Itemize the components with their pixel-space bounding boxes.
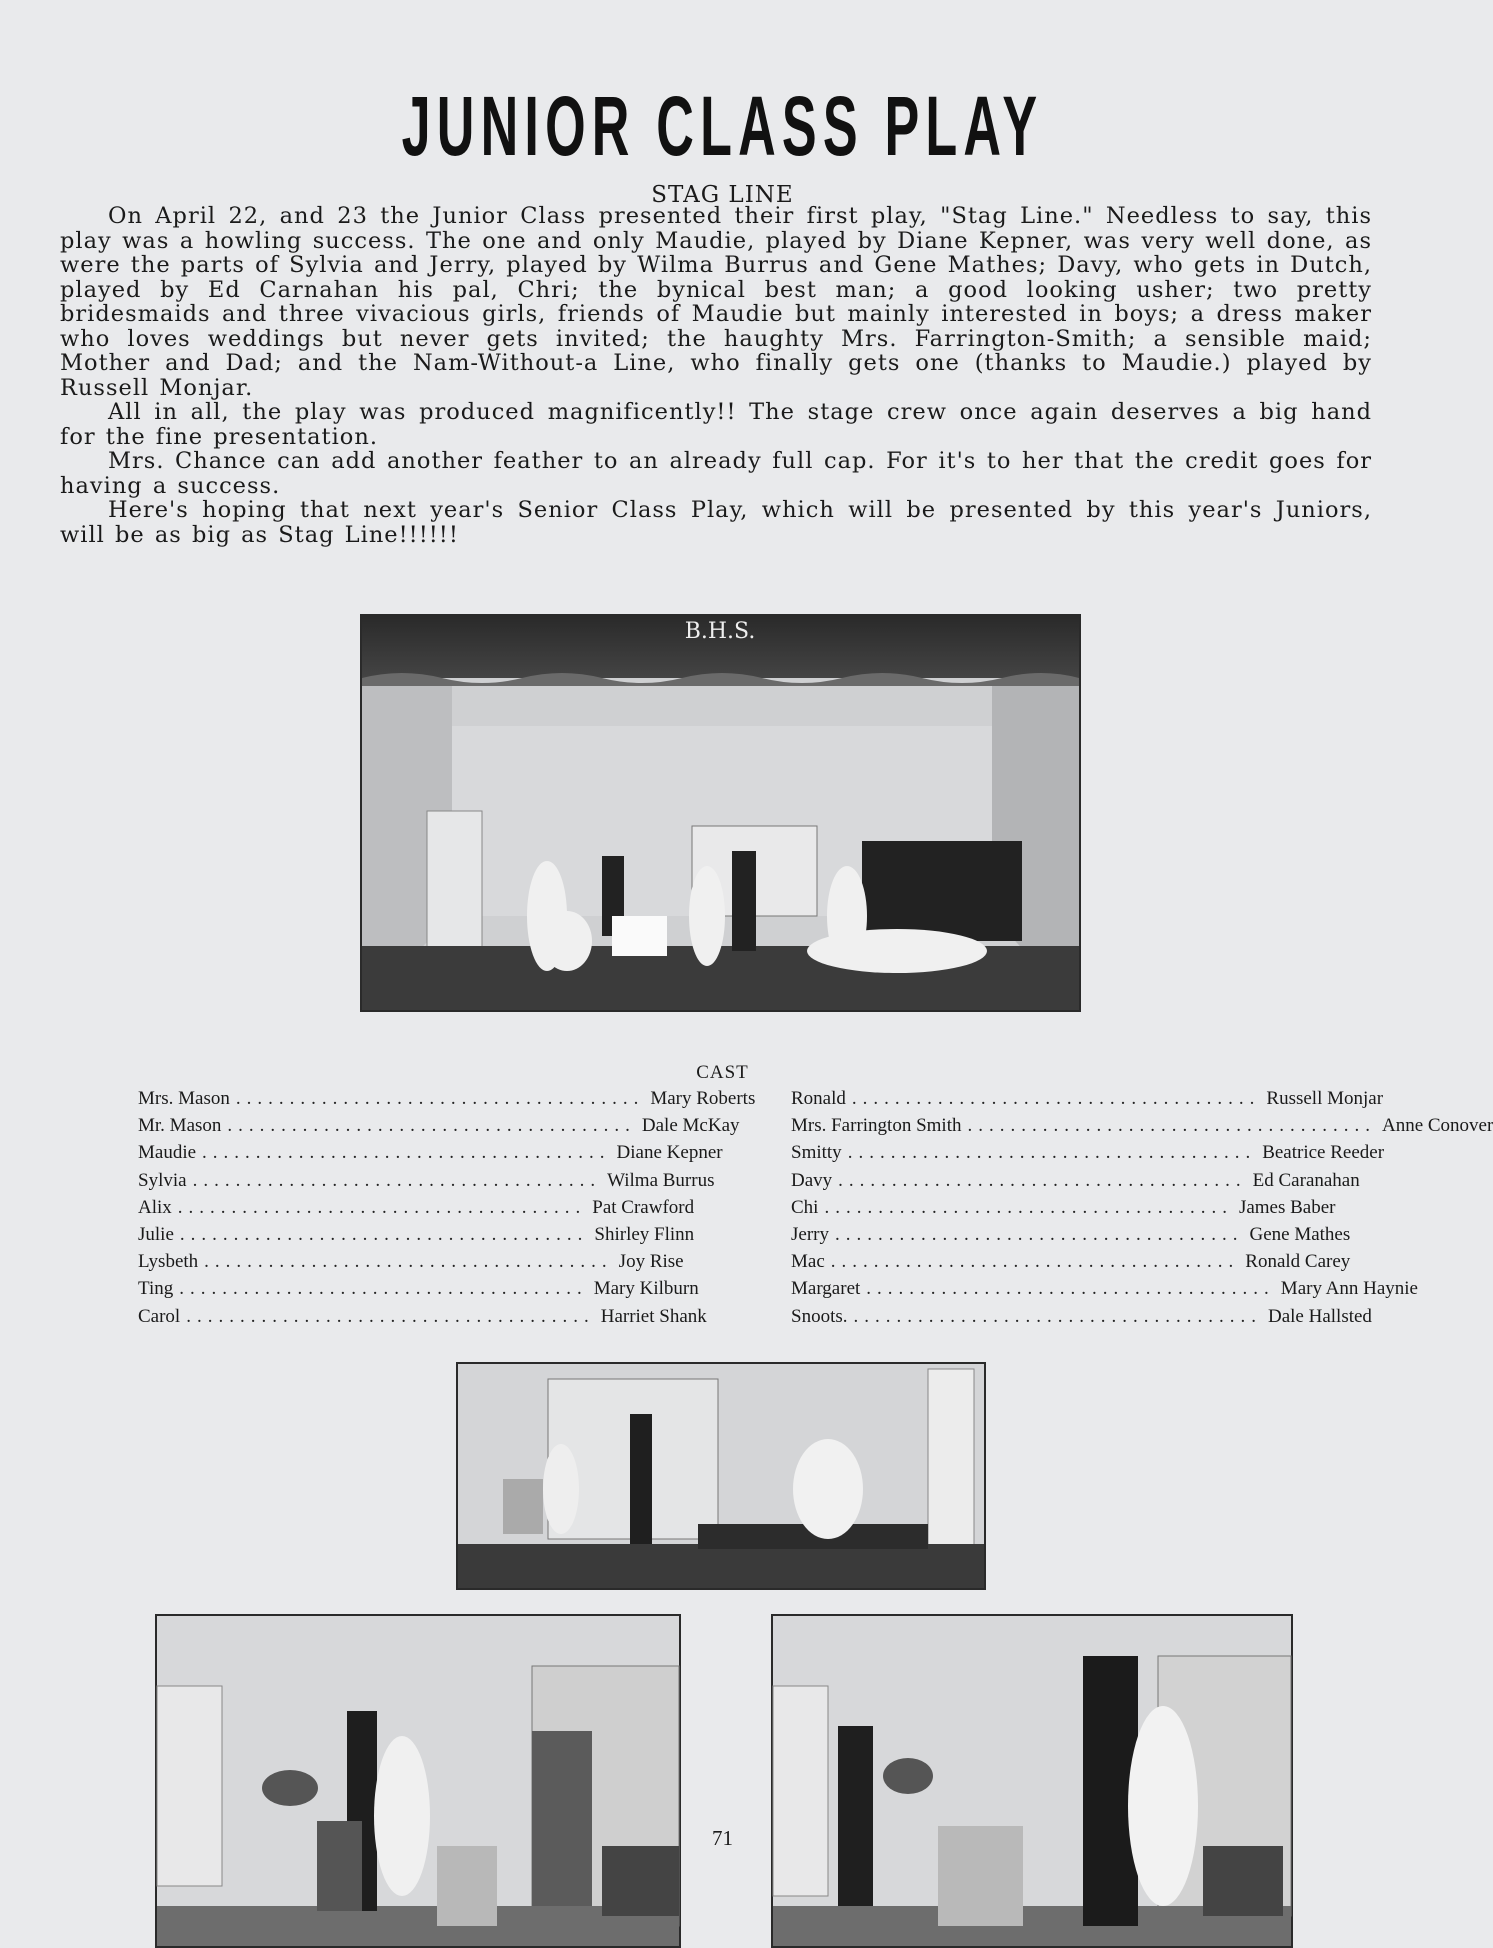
cast-row: Ronald ...................................... Russell Monjar xyxy=(791,1088,1384,1109)
cast-row: Sylvia ...................................... Wilma Burrus xyxy=(138,1169,715,1191)
paragraph: Mrs. Chance can add another feather to an already full cap. For it's to her that the credit goes for having a success. xyxy=(60,448,1372,499)
cast-heading: CAST xyxy=(696,1062,749,1083)
stage-photo-scene-three xyxy=(155,1614,681,1948)
paragraph: All in all, the play was produced magnificently!! The stage crew once again deserves a big hand for the fine presentation. xyxy=(60,399,1372,450)
cast-row: Chi ...................................... James Baber xyxy=(791,1196,1336,1218)
play-subtitle: STAG LINE xyxy=(651,182,794,208)
cast-row: Davy ...................................... Ed Caranahan xyxy=(791,1169,1360,1191)
cast-row: Julie ...................................... Shirley Flinn xyxy=(138,1223,695,1245)
cast-row: Ting ...................................... Mary Kilburn xyxy=(138,1278,699,1300)
cast-row: Maudie ...................................... Diane Kepner xyxy=(138,1142,723,1164)
cast-row: Alix ...................................... Pat Crawford xyxy=(138,1196,695,1218)
stage-photo-full-cast xyxy=(360,614,1081,1012)
cast-list-left xyxy=(138,1088,756,1333)
page-number: 71 xyxy=(712,1826,733,1850)
paragraph: On April 22, and 23 the Junior Class presented their first play, "Stag Line." Needless to say, this play was a howling success. The one and only Maudie, played by Diane Kepner, was very well done, as were the parts of Sylvia and Jerry, played by Wilma Burrus and Gene Mathes; Davy, who gets in Dutch, played by Ed Carnahan his pal, Chri; the bynical best man; a good looking usher; two pretty bridesmaids and three vivacious girls, friends of Maudie but mainly interested in boys; a dress maker who loves weddings but never gets invited; the haughty Mrs. Farrington-Smith; a sensible maid; Mother and Dad; and the Nam-Without-a Line, who finally gets one (thanks to Maudie.) played by Russell Monjar. xyxy=(60,203,1372,401)
cast-row: Jerry ...................................... Gene Mathes xyxy=(791,1223,1351,1245)
cast-row: Mrs. Mason ...................................... Mary Roberts xyxy=(138,1088,756,1109)
stage-photo-scene-four xyxy=(771,1614,1293,1948)
cast-row: Mr. Mason ...................................... Dale McKay xyxy=(138,1115,740,1137)
page-title: JUNIOR CLASS PLAY xyxy=(401,79,1044,173)
cast-row: Mac ...................................... Ronald Carey xyxy=(791,1251,1351,1273)
stage-photo-scene-two xyxy=(456,1362,986,1590)
cast-row: Mrs. Farrington Smith ...................................... Anne Conover xyxy=(791,1115,1493,1137)
cast-list-right xyxy=(791,1088,1493,1333)
paragraph: Here's hoping that next year's Senior Class Play, which will be presented by this year's Juniors, will be as big as Stag Line!!!!!! xyxy=(60,497,1372,548)
cast-row: Carol ...................................... Harriet Shank xyxy=(138,1305,707,1327)
cast-row: Smitty ...................................... Beatrice Reeder xyxy=(791,1142,1385,1164)
stage-banner-text: B.H.S. xyxy=(684,619,756,644)
article-body xyxy=(60,204,1372,547)
cast-row: Snoots. ...................................... Dale Hallsted xyxy=(791,1305,1372,1327)
cast-row: Lysbeth ...................................... Joy Rise xyxy=(138,1251,684,1273)
cast-row: Margaret ...................................... Mary Ann Haynie xyxy=(791,1278,1418,1300)
